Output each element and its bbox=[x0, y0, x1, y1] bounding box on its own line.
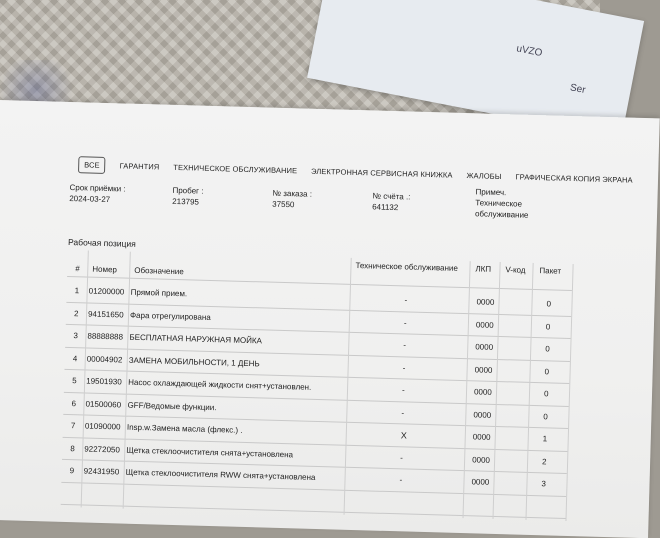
row-index: 9 bbox=[69, 466, 75, 476]
row-number: 92272050 bbox=[84, 443, 121, 454]
header-vcode: V-код bbox=[505, 265, 526, 275]
table-column-rule bbox=[344, 258, 352, 515]
table-rule bbox=[61, 481, 566, 496]
row-package: 0 bbox=[545, 344, 550, 354]
header-maintenance: Техническое обслуживание bbox=[355, 260, 458, 273]
row-index: 2 bbox=[73, 308, 79, 318]
row-lkp: 0000 bbox=[473, 409, 492, 420]
row-package: 0 bbox=[543, 411, 548, 421]
mileage-value: 213795 bbox=[172, 196, 200, 207]
header-index: # bbox=[75, 264, 80, 274]
row-number: 88888888 bbox=[87, 331, 124, 342]
tab-complaints[interactable]: ЖАЛОБЫ bbox=[466, 171, 502, 182]
row-maintenance: - bbox=[403, 317, 407, 327]
row-number: 94151650 bbox=[87, 309, 124, 320]
row-maintenance: - bbox=[402, 362, 406, 372]
row-designation: Насос охлаждающей жидкости снят+установлен. bbox=[128, 377, 312, 392]
meta-invoice bbox=[372, 190, 411, 213]
row-maintenance: - bbox=[401, 407, 405, 417]
row-designation: Фара отрегулирована bbox=[129, 310, 211, 322]
row-package: 0 bbox=[544, 366, 550, 376]
order-label: № заказа : bbox=[272, 188, 313, 199]
row-lkp: 0000 bbox=[474, 364, 493, 375]
row-lkp: 0000 bbox=[476, 297, 495, 307]
row-package: 2 bbox=[541, 456, 547, 466]
row-lkp: 0000 bbox=[472, 432, 491, 442]
row-index: 7 bbox=[70, 421, 76, 431]
row-package: 0 bbox=[546, 299, 552, 309]
second-paper-text-right: Ser bbox=[569, 82, 587, 97]
meta-mileage bbox=[172, 185, 204, 208]
row-maintenance: - bbox=[400, 452, 403, 462]
reception-label: Срок приёмки : bbox=[69, 182, 126, 194]
row-maintenance: - bbox=[404, 295, 408, 305]
row-package: 3 bbox=[541, 479, 547, 489]
row-lkp: 0000 bbox=[475, 319, 494, 330]
row-lkp: 0000 bbox=[473, 387, 492, 397]
row-package: 0 bbox=[545, 321, 551, 331]
note-label: Примеч. bbox=[475, 187, 507, 198]
row-maintenance: X bbox=[400, 430, 407, 441]
table-column-rule bbox=[463, 261, 471, 518]
row-designation: ЗАМЕНА МОБИЛЬНОСТИ, 1 ДЕНЬ bbox=[128, 355, 260, 368]
row-designation: БЕСПЛАТНАЯ НАРУЖНАЯ МОЙКА bbox=[129, 332, 263, 346]
row-lkp: 0000 bbox=[475, 342, 494, 352]
row-number: 92431950 bbox=[83, 466, 120, 477]
table-rule bbox=[61, 504, 566, 519]
row-designation: Прямой прием. bbox=[130, 287, 188, 299]
table-column-rule bbox=[525, 263, 533, 520]
note-value-1: Техническое bbox=[475, 198, 523, 209]
mileage-label: Пробег : bbox=[172, 185, 204, 196]
row-index: 6 bbox=[71, 398, 77, 408]
invoice-label: № счёта .: bbox=[372, 191, 411, 202]
row-number: 00004902 bbox=[86, 354, 123, 365]
tab-bar bbox=[78, 156, 633, 188]
invoice-value: 641132 bbox=[372, 202, 399, 213]
table-column-rule bbox=[565, 264, 573, 521]
reception-value: 2024-03-27 bbox=[69, 193, 111, 205]
row-index: 4 bbox=[72, 353, 78, 363]
row-number: 01200000 bbox=[88, 286, 125, 297]
row-designation: Insp.w.Замена масла (флекс.) . bbox=[126, 422, 243, 435]
row-package: 1 bbox=[542, 434, 548, 444]
meta-note bbox=[475, 186, 529, 220]
header-package: Пакет bbox=[539, 266, 562, 276]
row-designation: Щетка стеклоочистителя RWW снята+установлена bbox=[125, 467, 316, 482]
tab-screen-copy[interactable]: ГРАФИЧЕСКАЯ КОПИЯ ЭКРАНА bbox=[515, 172, 633, 185]
row-index: 8 bbox=[70, 443, 75, 453]
section-title: Рабочая позиция bbox=[67, 236, 136, 249]
second-paper-text-top: uVZO bbox=[515, 43, 544, 60]
row-designation: GFF/Ведомые функции. bbox=[127, 400, 217, 412]
row-index: 3 bbox=[73, 331, 79, 341]
row-designation: Щетка стеклоочистителя снята+установлена bbox=[126, 445, 294, 459]
row-number: 01090000 bbox=[84, 421, 121, 432]
header-designation: Обозначение bbox=[134, 265, 184, 277]
tab-warranty[interactable]: ГАРАНТИЯ bbox=[119, 161, 160, 172]
row-index: 1 bbox=[74, 286, 80, 296]
row-number: 19501930 bbox=[86, 376, 122, 387]
row-lkp: 0000 bbox=[471, 477, 490, 487]
row-maintenance: - bbox=[399, 475, 403, 485]
tab-all[interactable]: ВСЕ bbox=[78, 156, 106, 174]
row-package: 0 bbox=[543, 389, 549, 399]
meta-reception bbox=[69, 182, 126, 206]
service-document bbox=[0, 100, 660, 538]
tab-service-book[interactable]: ЭЛЕКТРОННАЯ СЕРВИСНАЯ КНИЖКА bbox=[310, 166, 453, 180]
row-number: 01500060 bbox=[85, 399, 122, 409]
tab-maintenance[interactable]: ТЕХНИЧЕСКОЕ ОБСЛУЖИВАНИЕ bbox=[173, 162, 298, 176]
note-value-2: обслуживание bbox=[474, 209, 529, 220]
header-number: Номер bbox=[92, 264, 118, 275]
meta-order bbox=[272, 188, 312, 211]
row-index: 5 bbox=[72, 376, 77, 386]
row-lkp: 0000 bbox=[472, 454, 491, 465]
row-maintenance: - bbox=[403, 340, 407, 350]
header-lkp: ЛКП bbox=[475, 264, 492, 274]
order-value: 37550 bbox=[272, 199, 295, 210]
row-maintenance: - bbox=[401, 385, 405, 395]
